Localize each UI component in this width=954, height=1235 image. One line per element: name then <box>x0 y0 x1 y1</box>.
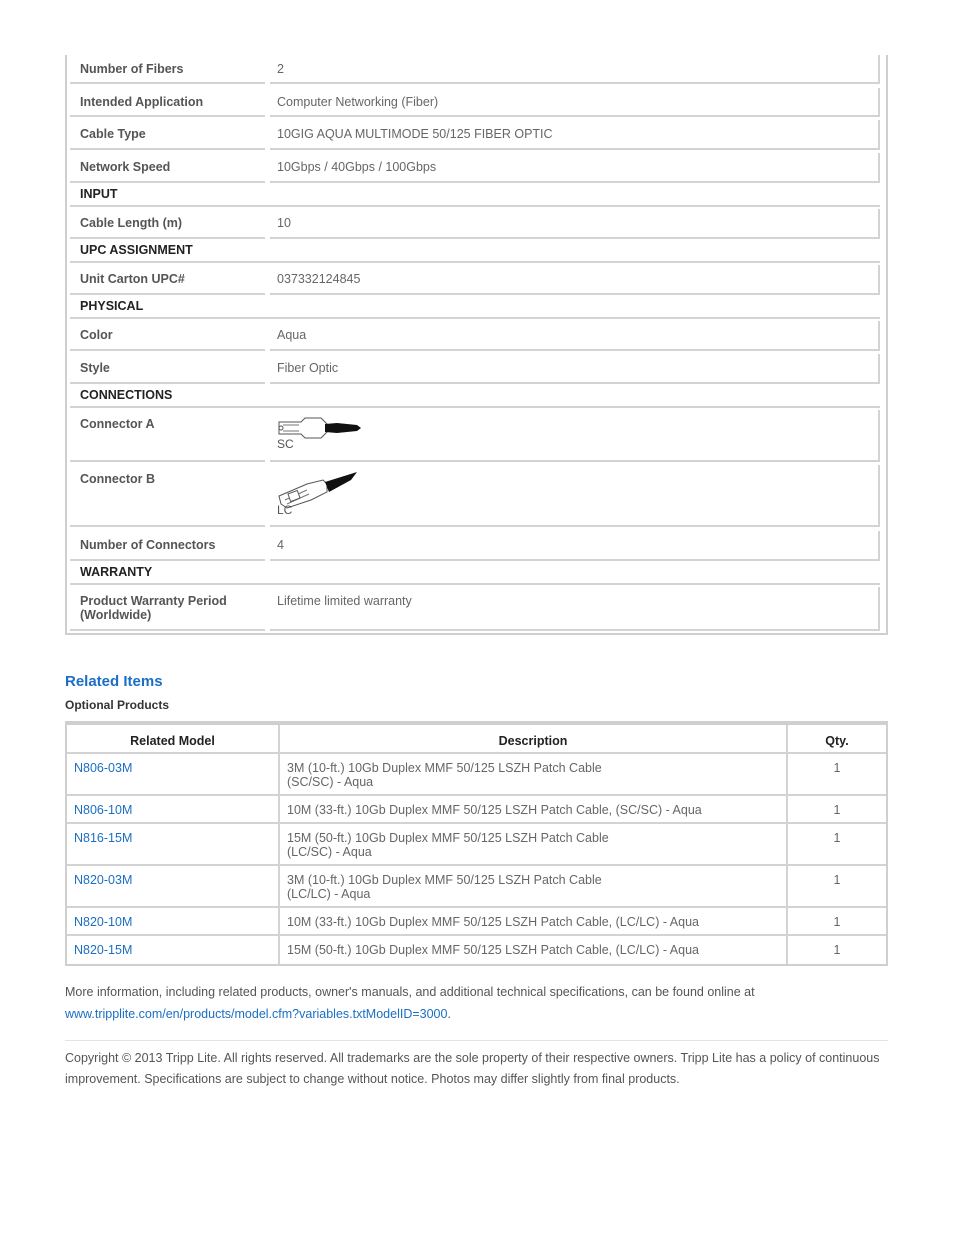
related-description: 15M (50-ft.) 10Gb Duplex MMF 50/125 LSZH Patch Cable, (LC/LC) - Aqua <box>287 943 699 957</box>
spec-value: 4 <box>270 531 880 561</box>
spec-value: Fiber Optic <box>270 354 880 384</box>
product-page-link[interactable]: www.tripplite.com/en/products/model.cfm?variables.txtModelID=3000 <box>65 1007 448 1021</box>
connector-b-label: LC <box>277 503 293 517</box>
spec-label: Product Warranty Period (Worldwide) <box>70 587 265 631</box>
related-model-link[interactable]: N820-15M <box>74 943 133 957</box>
header-qty: Qty. <box>788 725 886 754</box>
spec-label: Intended Application <box>70 88 265 117</box>
more-info-period: . <box>447 1007 451 1021</box>
spec-label: Style <box>70 354 265 384</box>
spec-value: 10 <box>270 209 880 239</box>
spec-label: Connector B <box>70 465 265 527</box>
related-model-link[interactable]: N806-10M <box>67 796 278 824</box>
spec-label: Network Speed <box>70 153 265 183</box>
spec-row-cable-type <box>70 120 880 150</box>
related-qty: 1 <box>788 754 886 796</box>
spec-value: 10GIG AQUA MULTIMODE 50/125 FIBER OPTIC <box>270 120 880 150</box>
spec-value: Lifetime limited warranty <box>270 587 880 631</box>
footer-divider <box>65 1040 888 1041</box>
related-items-heading: Related Items <box>65 673 163 690</box>
related-items-table <box>65 721 888 966</box>
spec-row-number-of-connectors <box>70 531 880 561</box>
header-related-model: Related Model <box>67 725 278 754</box>
related-description: 15M (50-ft.) 10Gb Duplex MMF 50/125 LSZH Patch Cable (LC/SC) - Aqua <box>280 824 786 866</box>
related-model-link[interactable]: N820-03M <box>67 866 278 908</box>
spec-value: Computer Networking (Fiber) <box>270 88 880 117</box>
spec-value: 2 <box>270 55 880 84</box>
section-upc: UPC ASSIGNMENT <box>70 237 880 263</box>
spec-row-unit-carton-upc <box>70 265 880 295</box>
spec-row-warranty-period <box>70 587 880 631</box>
copyright-notice: Copyright © 2013 Tripp Lite. All rights reserved. All trademarks are the sole property of their respective owners. Tripp Lite has a policy of continuous improvement. Specifications are subject to change without notice. Photos may differ slightly from final products. <box>65 1051 880 1086</box>
spec-label: Cable Type <box>70 120 265 150</box>
related-description: 3M (10-ft.) 10Gb Duplex MMF 50/125 LSZH Patch Cable (SC/SC) - Aqua <box>280 754 786 796</box>
spec-row-intended-application <box>70 88 880 117</box>
header-description: Description <box>280 725 786 754</box>
more-info-text: More information, including related products, owner's manuals, and additional technical specifications, can be found online at <box>65 985 755 999</box>
related-qty: 1 <box>833 943 841 957</box>
related-qty: 1 <box>788 908 886 936</box>
spec-row-connector-a <box>70 410 880 462</box>
related-model-link[interactable]: N820-10M <box>67 908 278 936</box>
spec-value-connector-b <box>270 465 880 527</box>
spec-label: Cable Length (m) <box>70 209 265 239</box>
related-description: 3M (10-ft.) 10Gb Duplex MMF 50/125 LSZH Patch Cable (LC/LC) - Aqua <box>280 866 786 908</box>
spec-value: Aqua <box>270 321 880 351</box>
section-warranty: WARRANTY <box>70 559 880 585</box>
related-description: 10M (33-ft.) 10Gb Duplex MMF 50/125 LSZH Patch Cable, (SC/SC) - Aqua <box>280 796 786 824</box>
related-model-link[interactable]: N816-15M <box>67 824 278 866</box>
spec-row-style <box>70 354 880 384</box>
spec-row-number-of-fibers <box>70 55 880 84</box>
spec-value: 037332124845 <box>270 265 880 295</box>
spec-value-connector-a <box>270 410 880 462</box>
spec-label: Number of Fibers <box>70 55 265 84</box>
spec-label: Color <box>70 321 265 351</box>
section-input: INPUT <box>70 181 880 207</box>
related-model-link[interactable]: N806-03M <box>67 754 278 796</box>
optional-products-heading: Optional Products <box>65 698 170 712</box>
spec-row-cable-length <box>70 209 880 239</box>
related-description: 10M (33-ft.) 10Gb Duplex MMF 50/125 LSZH Patch Cable, (LC/LC) - Aqua <box>280 908 786 936</box>
spec-table <box>65 55 888 635</box>
related-qty: 1 <box>788 824 886 866</box>
spec-label: Unit Carton UPC# <box>70 265 265 295</box>
spec-label: Connector A <box>70 410 265 462</box>
related-qty: 1 <box>788 796 886 824</box>
connector-a-label: SC <box>277 437 294 451</box>
spec-value: 10Gbps / 40Gbps / 100Gbps <box>270 153 880 183</box>
spec-label: Number of Connectors <box>70 531 265 561</box>
spec-row-color <box>70 321 880 351</box>
related-qty: 1 <box>788 866 886 908</box>
spec-row-network-speed <box>70 153 880 183</box>
spec-row-connector-b <box>70 465 880 527</box>
section-connections: CONNECTIONS <box>70 382 880 408</box>
section-physical: PHYSICAL <box>70 293 880 319</box>
more-info-paragraph <box>65 981 895 1025</box>
